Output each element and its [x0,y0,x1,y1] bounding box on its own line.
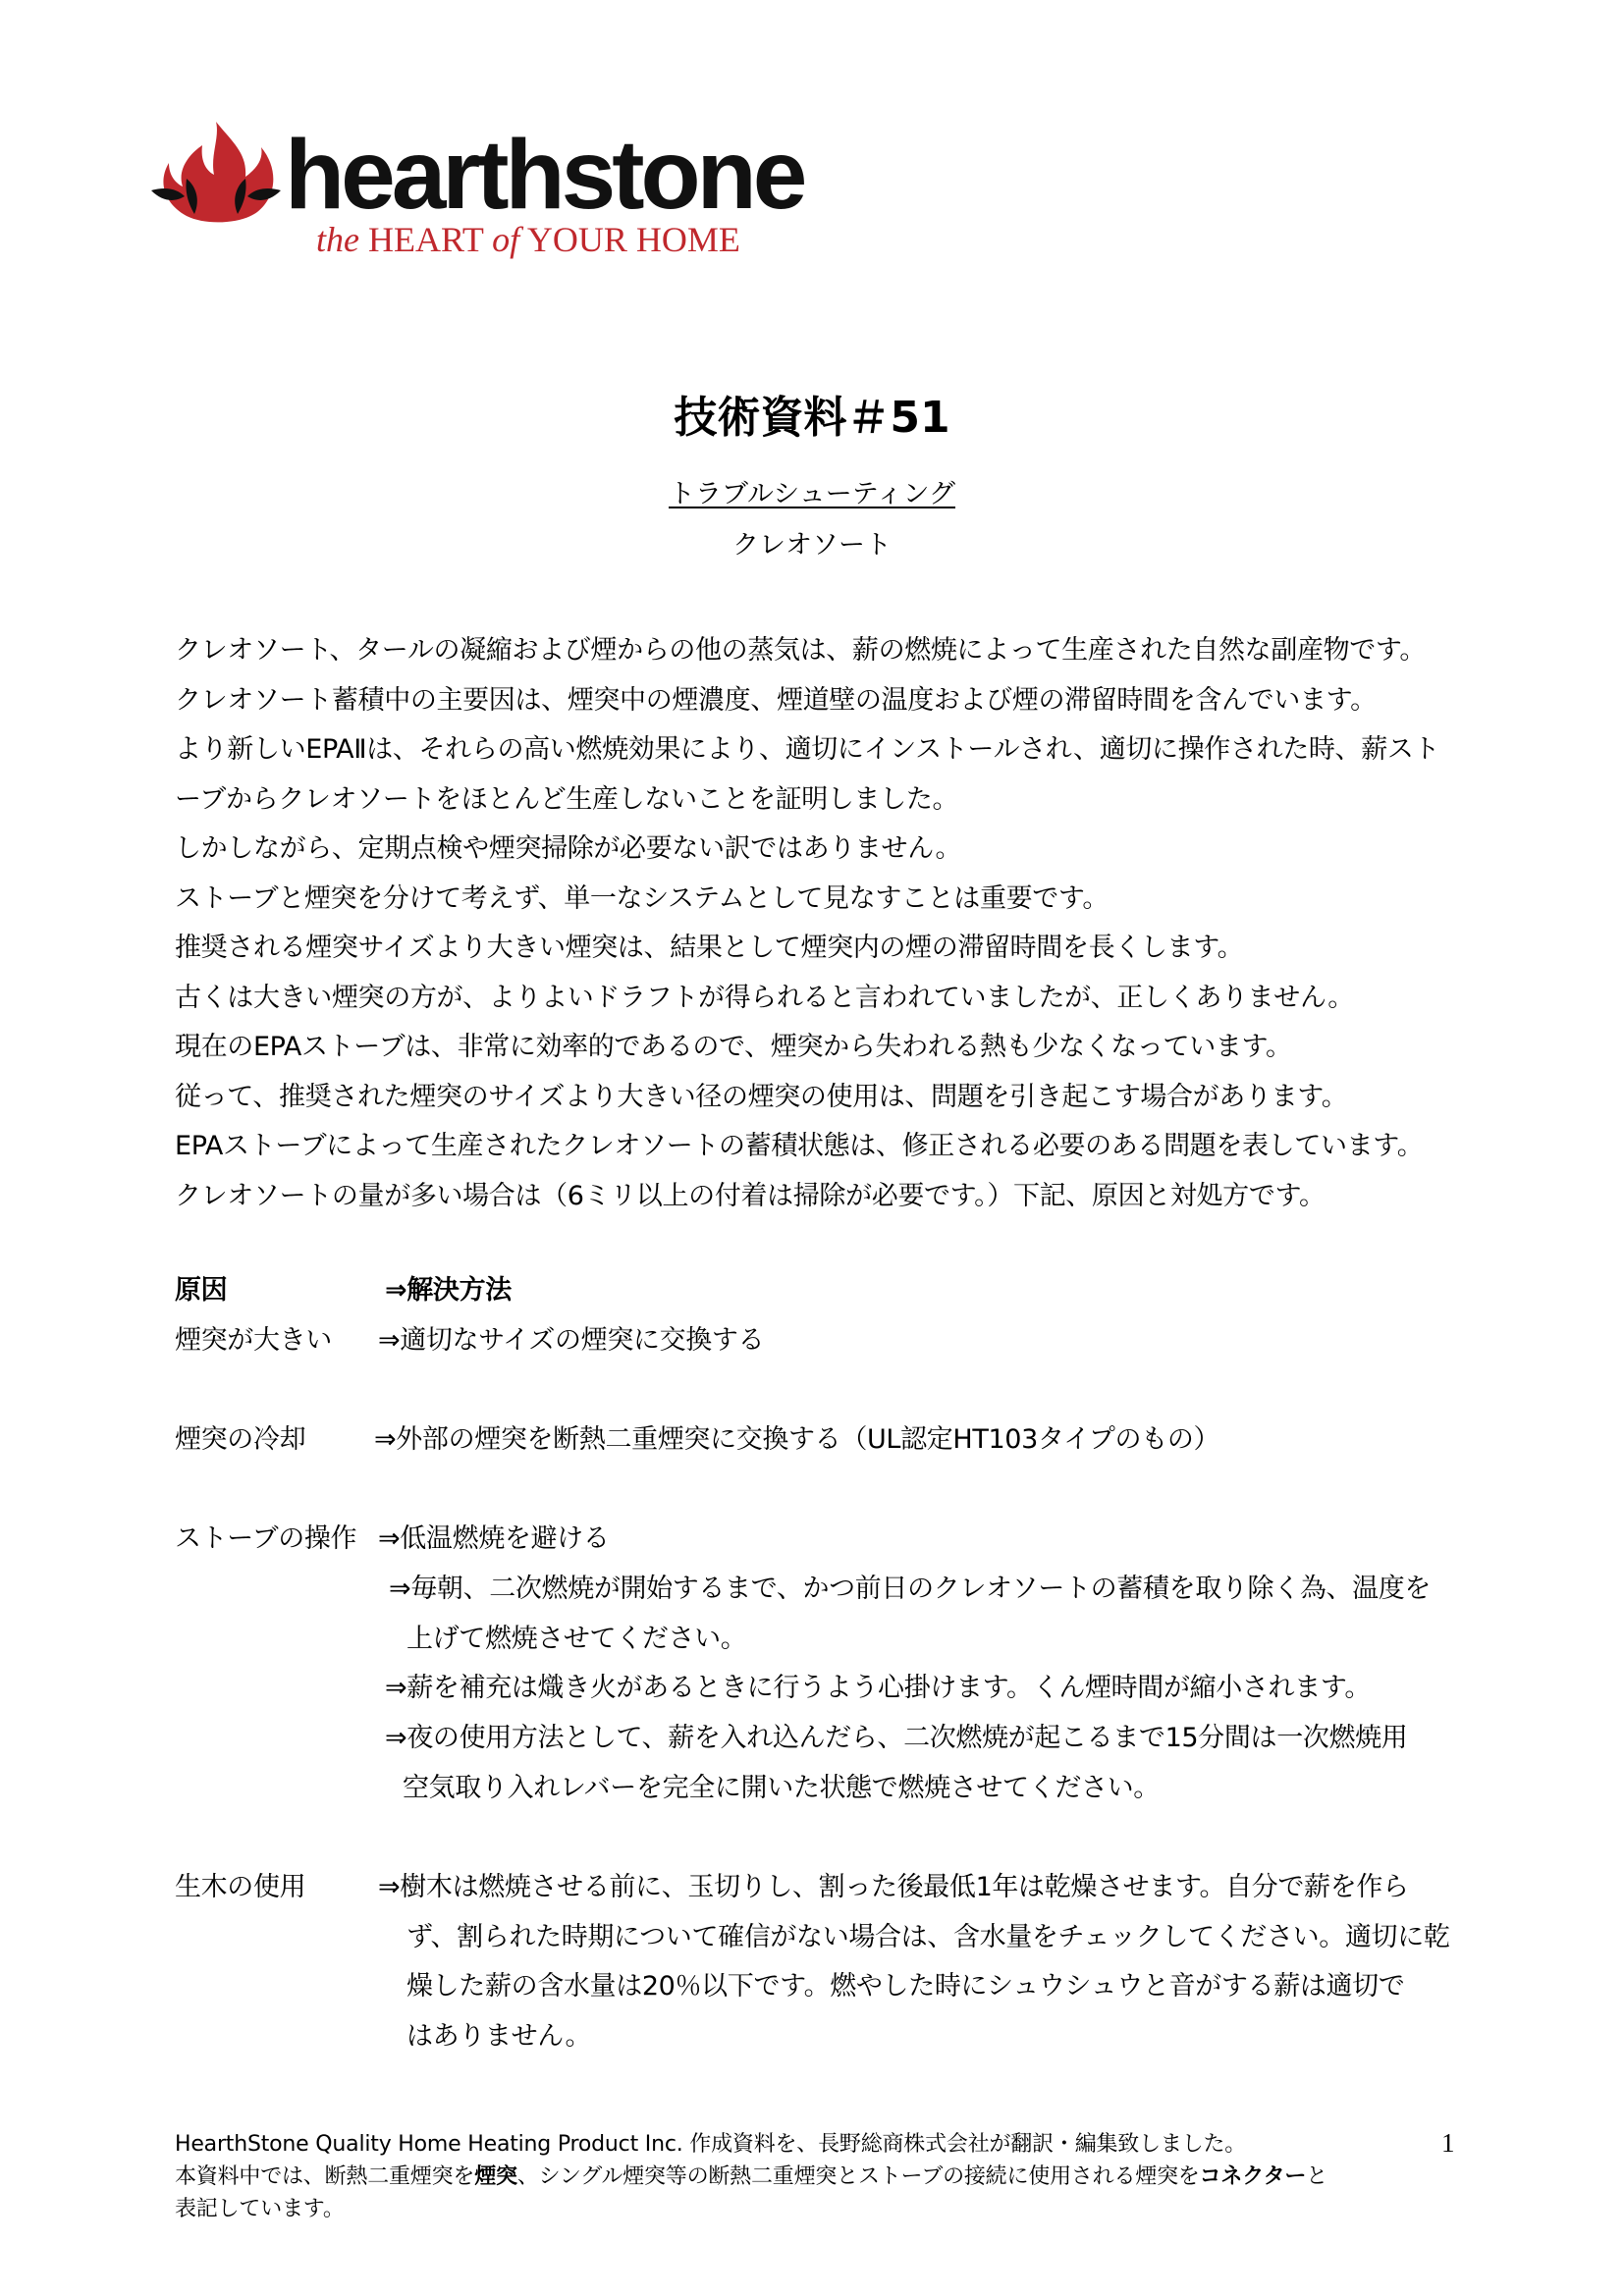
cause-label: 煙突の冷却 [175,1424,306,1455]
footer-text: 、シングル煙突等の断熱二重煙突とストーブの接続に使用される煙突を [516,2164,1200,2189]
intro-line: クレオソートの量が多い場合は（6ミリ以上の付着は掃除が必要です。）下記、原因と対処方です。 [175,1180,1326,1211]
footer-note [175,2128,1451,2225]
logo-tagline [316,222,740,257]
solution-line: ⇒樹木は燃焼させる前に、玉切りし、割った後最低1年は乾燥させます。自分で薪を作ら [378,1872,1409,1902]
solution-line: ⇒毎朝、二次燃焼が開始するまで、かつ前日のクレオソートの蓄積を取り除く為、温度を [389,1574,1432,1604]
footer-term-chimney: 煙突 [474,2164,517,2189]
footer-text: 本資料中では、断熱二重煙突を [175,2164,475,2189]
intro-line: より新しいEPAⅡは、それらの高い燃焼効果により、適切にインストールされ、適切に操作された時、薪スト [175,734,1440,765]
solution-line: ⇒外部の煙突を断熱二重煙突に交換する（UL認定HT103タイプのもの） [374,1424,1220,1455]
footer-line: HearthStone Quality Home Heating Product Inc. 作成資料を、長野総商株式会社が翻訳・編集致しました。 [175,2132,1247,2157]
solution-line: 上げて燃焼させてください。 [406,1623,747,1654]
intro-line: しかしながら、定期点検や煙突掃除が必要ない訳ではありません。 [175,833,962,864]
intro-line: ストーブと煙突を分けて考えず、単一なシステムとして見なすことは重要です。 [175,882,1110,914]
solution-item [389,1565,1431,1664]
intro-line: 古くは大きい煙突の方が、よりよいドラフトが得られると言われていましたが、正しくありません。 [175,982,1354,1013]
solution-line: ⇒低温燃焼を避ける [378,1523,610,1554]
intro-line: 従って、推奨された煙突のサイズより大きい径の煙突の使用は、問題を引き起こす場合があります。 [175,1081,1348,1112]
solution-item [385,1714,1407,1813]
logo-wordmark: hearthstone [285,120,804,230]
solution-item [378,1863,1450,2061]
cause-label: ストーブの操作 [175,1523,357,1554]
footer-term-connector: コネクター [1199,2164,1307,2189]
intro-paragraph [175,626,1481,1221]
solution-item [378,1515,609,1565]
hearthstone-logo [147,118,804,275]
intro-line: 現在のEPAストーブは、非常に効率的であるので、煙突から失われる熱も少なくなっています。 [175,1032,1292,1062]
cause-label: 煙突が大きい [175,1325,332,1356]
footer-line: 表記しています。 [175,2197,345,2221]
solution-line: はありません。 [406,2020,592,2052]
footer-text: と [1306,2164,1328,2189]
document-title: 技術資料＃51 [674,393,950,443]
intro-line: 推奨される煙突サイズより大きい煙突は、結果として煙突内の煙の滞留時間を長くします。 [175,933,1244,963]
flame-icon [147,118,285,226]
tagline-heart: HEART [367,220,484,259]
solution-line: ⇒薪を補充は熾き火があるときに行うよう心掛けます。くん煙時間が縮小されます。 [385,1673,1372,1703]
intro-line: クレオソート蓄積中の主要因は、煙突中の煙濃度、煙道壁の温度および煙の滞留時間を含んでいます。 [175,684,1377,716]
solution-line: ⇒適切なサイズの煙突に交換する [378,1325,765,1356]
tagline-the: the [316,220,359,259]
solution-item [374,1415,1219,1466]
subtitle-text: トラブルシューティング [668,479,955,509]
solution-item [385,1664,1371,1714]
document-subtitle [0,479,1624,510]
intro-line: ーブからクレオソートをほとんど生産しないことを証明しました。 [175,783,959,815]
footer-line [175,2161,1451,2193]
solution-line: 燥した薪の含水量は20％以下です。燃やした時にシュウシュウと音がする薪は適切で [406,1971,1405,2002]
intro-line: EPAストーブによって生産されたクレオソートの蓄積状態は、修正される必要のある問題を表しています。 [175,1131,1424,1161]
solution-line: ⇒夜の使用方法として、薪を入れ込んだら、二次燃焼が起こるまで15分間は一次燃焼用 [385,1723,1408,1753]
solution-line: ず、割られた時期について確信がない場合は、含水量をチェックしてください。適切に乾 [406,1921,1450,1952]
cause-solution-header [175,1266,227,1316]
header-cause: 原因 [175,1275,228,1306]
header-solution: ⇒解決方法 [385,1275,512,1306]
tagline-of: of [492,220,520,259]
cause-label: 生木の使用 [175,1872,306,1902]
intro-line: クレオソート、タールの凝縮および煙からの他の蒸気は、薪の燃焼によって生産された自然な副産物です。 [175,635,1427,666]
document-topic: クレオソート [732,530,892,561]
solution-item [378,1316,764,1366]
page-number: 1 [1441,2128,1455,2158]
tagline-home: YOUR HOME [526,220,740,259]
solution-line: 空気取り入れレバーを完全に開いた状態で燃焼させてください。 [403,1772,1160,1803]
